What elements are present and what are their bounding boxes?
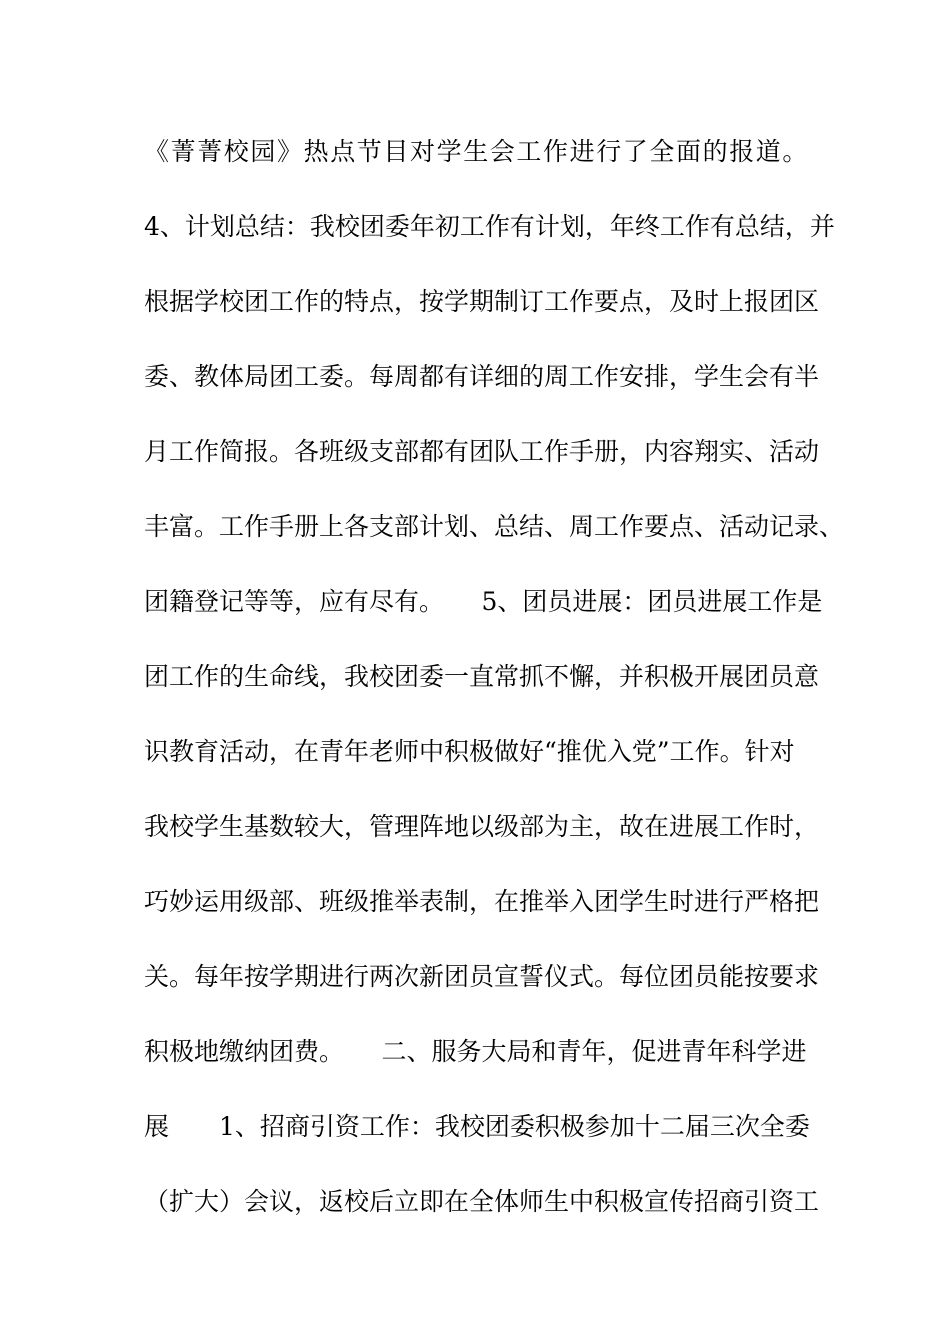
- paragraph-line: 团籍登记等等，应有尽有。 5、团员进展：团员进展工作是: [144, 587, 823, 616]
- paragraph-line: 识教育活动，在青年老师中积极做好“推优入党”工作。针对: [144, 737, 795, 766]
- paragraph-line: 展 1、招商引资工作：我校团委积极参加十二届三次全委: [144, 1112, 810, 1141]
- paragraph-line: 委、教体局团工委。每周都有详细的周工作安排，学生会有半: [144, 362, 820, 391]
- paragraph-line: 关。每年按学期进行两次新团员宣誓仪式。每位团员能按要求: [144, 962, 820, 991]
- paragraph-line: 丰富。工作手册上各支部计划、总结、周工作要点、活动记录、: [144, 512, 845, 541]
- paragraph-line: 4、计划总结：我校团委年初工作有计划，年终工作有总结，并: [144, 212, 835, 241]
- paragraph-line: （扩大）会议，返校后立即在全体师生中积极宣传招商引资工: [144, 1187, 820, 1216]
- paragraph-line: 团工作的生命线，我校团委一直常抓不懈，并积极开展团员意: [144, 662, 820, 691]
- paragraph-line: 月工作简报。各班级支部都有团队工作手册，内容翔实、活动: [144, 437, 820, 466]
- paragraph-line: 我校学生基数较大，管理阵地以级部为主，故在进展工作时，: [144, 812, 820, 841]
- paragraph-line: 根据学校团工作的特点，按学期制订工作要点，及时上报团区: [144, 287, 820, 316]
- paragraph-line: 巧妙运用级部、班级推举表制，在推举入团学生时进行严格把: [144, 887, 820, 916]
- paragraph-line: 《菁菁校园》热点节目对学生会工作进行了全面的报道。: [144, 137, 810, 166]
- paragraph-line: 积极地缴纳团费。 二、服务大局和青年，促进青年科学进: [144, 1037, 807, 1066]
